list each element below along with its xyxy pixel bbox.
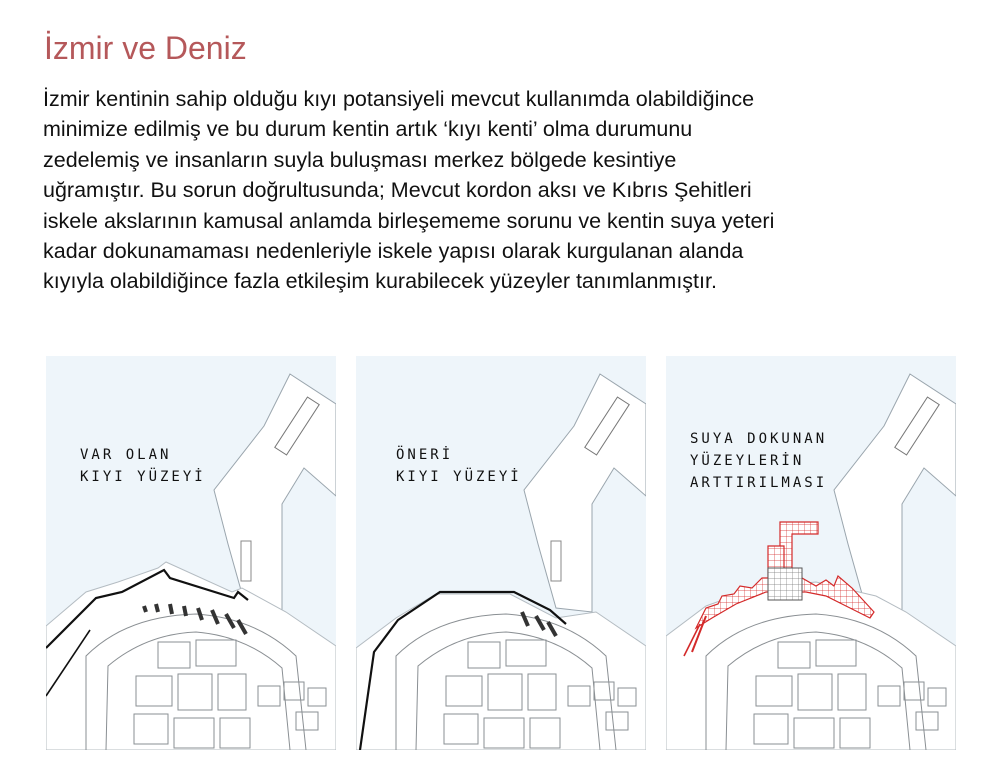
paragraph-line: kadar dokunamaması nedenleriyle iskele yapısı olarak kurgulanan alanda xyxy=(43,239,744,264)
paragraph-line: iskele akslarının kamusal anlamda birleşememe sorunu ve kentin suya yeteri xyxy=(43,208,775,233)
map-panel-existing xyxy=(46,356,336,750)
paragraph-line: uğramıştır. Bu sorun doğrultusunda; Mevcut kordon aksı ve Kıbrıs Şehitleri xyxy=(43,178,752,203)
panel-label: VAR OLAN KIYI YÜZEYİ xyxy=(80,447,206,485)
paragraph-line: İzmir kentinin sahip olduğu kıyı potansiyeli mevcut kullanımda olabildiğince xyxy=(43,87,755,111)
proposed-shore-map xyxy=(356,356,646,750)
map-panel-increased-surfaces xyxy=(666,356,956,750)
paragraph-line: minimize edilmiş ve bu durum kentin artık ‘kıyı kenti’ olma durumunu xyxy=(43,117,693,142)
page-title: İzmir ve Deniz xyxy=(44,30,247,66)
panel-label: ÖNERİ KIYI YÜZEYİ xyxy=(396,447,522,485)
paragraph-line: zedelemiş ve insanların suyla buluşması merkez bölgede kesintiye xyxy=(43,147,677,172)
map-panel-proposed xyxy=(356,356,646,750)
panel-label: SUYA DOKUNAN YÜZEYLERİN ARTTIRILMASI xyxy=(690,431,828,491)
increased-surfaces-map xyxy=(666,356,956,750)
intro-paragraph xyxy=(43,84,998,297)
existing-shore-map xyxy=(46,356,336,750)
paragraph-line: kıyıyla olabildiğince fazla etkileşim kurabilecek yüzeyler tanımlanmıştır. xyxy=(43,269,717,294)
